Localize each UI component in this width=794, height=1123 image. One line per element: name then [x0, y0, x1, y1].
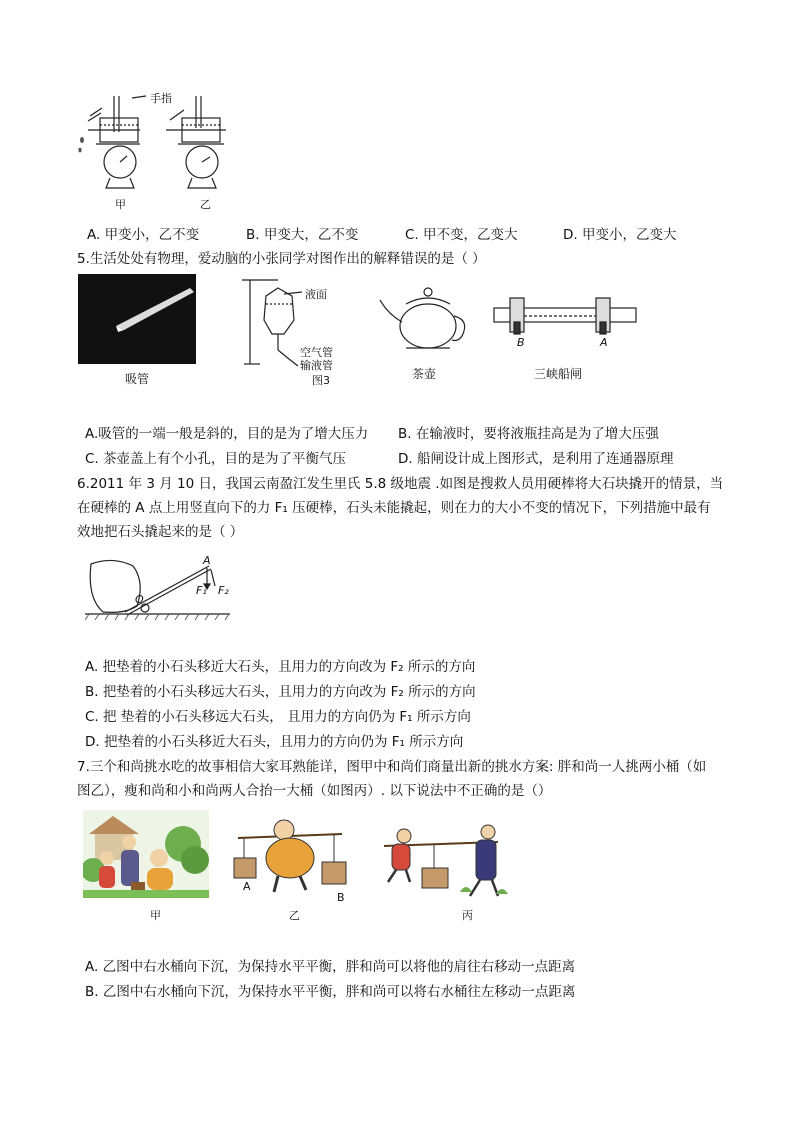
q7-bucket-b-label: B	[337, 891, 345, 904]
q6-force-f1: F₁	[196, 584, 207, 597]
q7-stem-line-1: 7.三个和尚挑水吃的故事相信大家耳熟能详，图甲中和尚们商量出新的挑水方案: 胖和尚一人挑两小桶（如	[77, 759, 707, 775]
q5-straw-caption: 吸管	[125, 372, 150, 386]
q5-teapot-figure	[376, 280, 472, 354]
q4-left-label: 甲	[115, 198, 126, 211]
q6-option-c: C. 把 垫着的小石头移远大石头， 且用力的方向仍为 F₁ 所示方向	[85, 709, 471, 725]
q5-shiplock-figure	[492, 290, 638, 350]
q4-figure	[70, 88, 260, 216]
q7-option-a: A. 乙图中右水桶向下沉，为保持水平平衡，胖和尚可以将他的肩往右移动一点距离	[85, 959, 576, 975]
q4-option-d: D. 甲变小，乙变大	[563, 227, 677, 243]
q7-figure-bing	[370, 822, 510, 906]
q5-lock-point-a: A	[600, 336, 608, 349]
q5-option-b: B. 在输液时，要将液瓶挂高是为了增大压强	[398, 426, 659, 442]
q7-figure-jia	[83, 810, 209, 898]
q6-point-o: O	[135, 593, 144, 606]
q5-straw-figure	[78, 274, 196, 364]
q6-stem-line-2: 在硬棒的 A 点上用竖直向下的力 F₁ 压硬棒，石头未能撬起，则在力的大小不变的情况下，下列措施中最有	[77, 500, 711, 516]
q4-right-label: 乙	[200, 198, 211, 211]
q4-option-a: A. 甲变小，乙不变	[87, 227, 200, 243]
q6-option-d: D. 把垫着的小石头移近大石头，且用力的方向仍为 F₁ 所示方向	[85, 734, 464, 750]
q5-shiplock-caption: 三峡船闸	[534, 367, 583, 381]
q5-stem: 5.生活处处有物理，爱动脑的小张同学对图作出的解释错误的是（ ）	[77, 251, 486, 267]
q4-finger-label: 手指	[150, 92, 172, 105]
q7-option-b: B. 乙图中右水桶向下沉，为保持水平平衡，胖和尚可以将右水桶往左移动一点距离	[85, 984, 576, 1000]
q5-drip-label-level: 液面	[305, 288, 327, 301]
q6-force-f2: F₂	[218, 584, 229, 597]
q7-caption-bing: 丙	[462, 909, 473, 922]
q5-lock-point-b: B	[517, 336, 525, 349]
q4-option-c: C. 甲不变，乙变大	[405, 227, 518, 243]
q5-drip-caption: 图3	[312, 374, 330, 387]
q6-point-a: A	[203, 554, 211, 567]
q6-option-b: B. 把垫着的小石头移远大石头，且用力的方向改为 F₂ 所示的方向	[85, 684, 476, 700]
q5-drip-label-tube: 输液管	[300, 359, 333, 372]
q7-caption-yi: 乙	[289, 909, 300, 922]
q7-caption-jia: 甲	[150, 909, 161, 922]
q5-teapot-caption: 茶壶	[412, 367, 437, 381]
q7-bucket-a-label: A	[243, 880, 251, 893]
q5-option-d: D. 船闸设计成上图形式，是利用了连通器原理	[398, 451, 674, 467]
q6-stem-line-1: 6.2011 年 3 月 10 日，我国云南盈江发生里氏 5.8 级地震 .如图是搜救人员用硬棒将大石块撬开的情景，当	[77, 476, 724, 492]
q7-stem-line-2: 图乙），瘦和尚和小和尚两人合抬一大桶（如图丙）. 以下说法中不正确的是（）	[77, 783, 552, 799]
q6-stem-line-3: 效地把石头撬起来的是（ ）	[77, 524, 244, 540]
q4-option-b: B. 甲变大，乙不变	[246, 227, 359, 243]
q6-option-a: A. 把垫着的小石头移近大石头，且用力的方向改为 F₂ 所示的方向	[85, 659, 476, 675]
q5-option-a: A.吸管的一端一般是斜的，目的是为了增大压力	[85, 426, 369, 442]
q5-drip-label-air: 空气管	[300, 346, 333, 359]
q5-option-c: C. 茶壶盖上有个小孔，目的是为了平衡气压	[85, 451, 347, 467]
